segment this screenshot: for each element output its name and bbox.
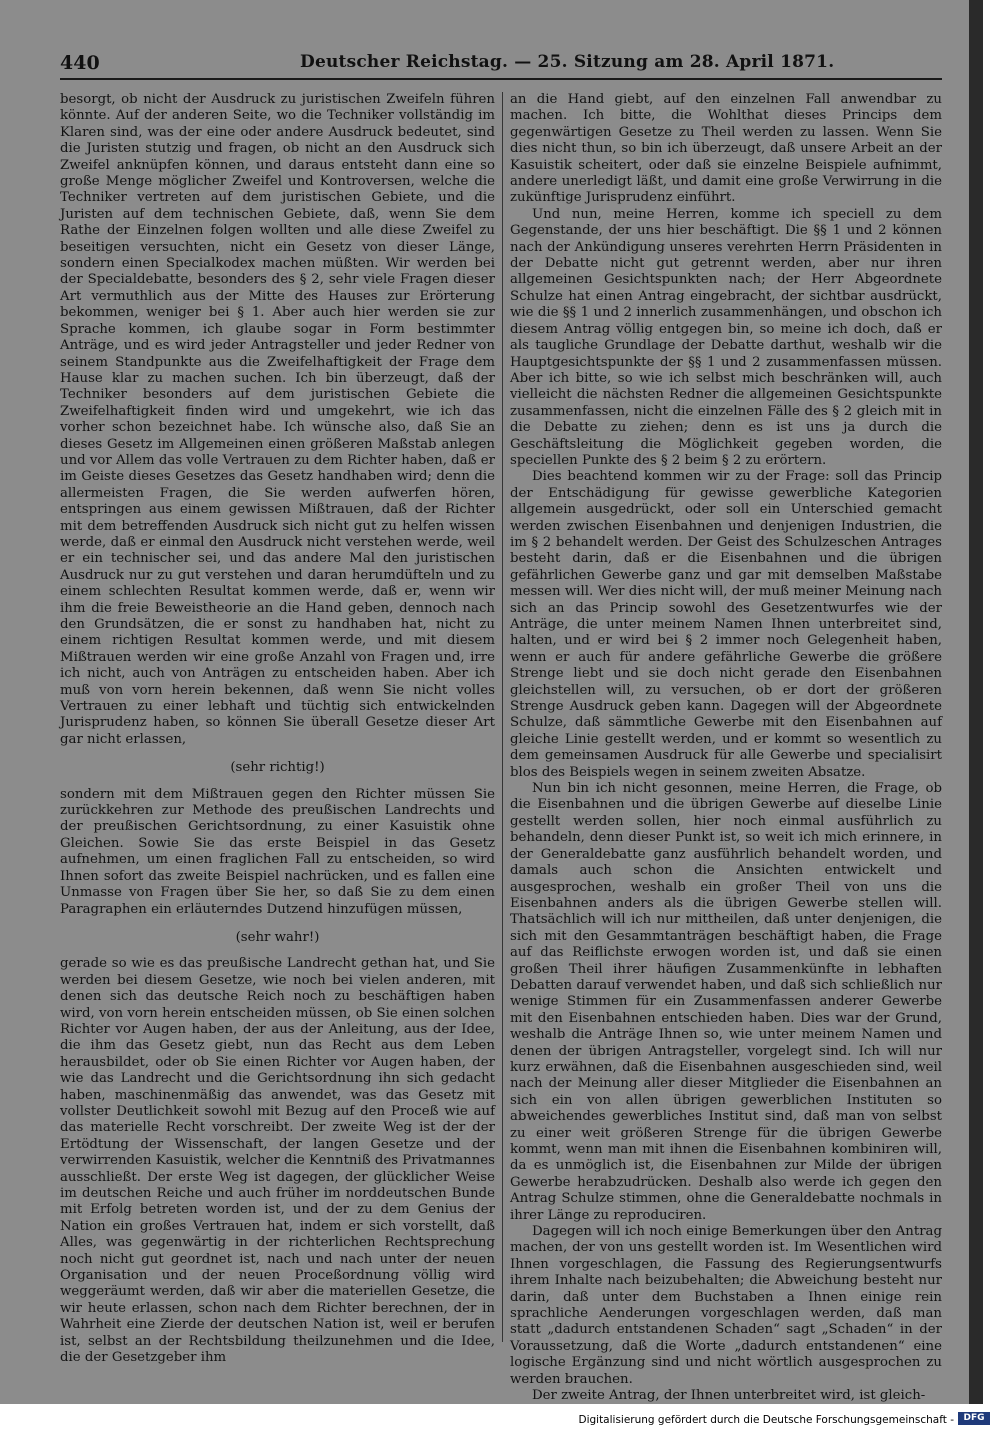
paragraph: Und nun, meine Herren, komme ich speciell zu dem Gegenstande, der uns hier beschäftigt. Die §§ 1 und 2 können nach der Ankündigung unseres verehrten Herrn Präsidenten in der Debatte nicht gut getrennt werden, aber nur ihren allgemeinen Gesichtspunkten nach; der Herr Abgeordnete Schulze hat einen Antrag eingebracht, der sichtbar ausdrückt, wie die §§ 1 und 2 innerlich zusammenhängen, und obschon ich diesem Antrag völlig entgegen bin, so meine ich doch, daß er als taugliche Grundlage der Debatte darthut, weshalb wir die Hauptgesichtspunkte der §§ 1 und 2 zusammenfassen müssen. Aber ich bitte, so wie ich selbst mich beschränken will, auch vielleicht die nächsten Redner die allgemeinen Gesichtspunkte zusammenfassen, nicht die einzelnen Fälle des § 2 gleich mit in die Debatte zu ziehen; denn es ist uns ja durch die Geschäftsleitung die Möglichkeit gegeben worden, die speciellen Punkte des § 2 beim § 2 zu erörtern.	[510, 206, 942, 468]
paragraph: an die Hand giebt, auf den einzelnen Fall anwendbar zu machen. Ich bitte, die Wohlthat dieses Princips dem gegenwärtigen Gesetze zu Theil werden zu lassen. Wenn Sie dies nicht thun, so bin ich überzeugt, daß unsere Arbeit an der Kasuistik scheitert, oder daß sie einzelne Beispiele aufnimmt, andere unerledigt läßt, und damit eine große Verwirrung in die zukünftige Jurisprudenz einführt.	[510, 92, 942, 206]
scan-edge	[969, 0, 983, 1404]
paragraph: Dagegen will ich noch einige Bemerkungen über den Antrag machen, der von uns gestellt worden ist. Im Wesentlichen wird Ihnen vorgeschlagen, die Fassung des Regierungsentwurfs ihrem Inhalte nach beizubehalten; die Abweichung besteht nur darin, daß unter dem Buchstaben a Ihnen einige rein sprachliche Aenderungen vorgeschlagen werden, daß man statt „dadurch entstandenen Schaden“ sagt „Schaden“ in der Voraussetzung, daß die Worte „dadurch entstandenen“ eine logische Ergänzung sind und nicht wörtlich ausgesprochen zu werden brauchen.	[510, 1224, 942, 1387]
page-header	[60, 48, 942, 80]
running-title: Deutscher Reichstag. — 25. Sitzung am 28. April 1871.	[300, 52, 835, 72]
interjection: (sehr richtig!)	[230, 760, 325, 776]
paragraph: sondern mit dem Mißtrauen gegen den Richter müssen Sie zurückkehren zur Methode des preußischen Landrechts und der preußischen Gerichtsordnung, zu einer Kasuistik ohne Gleichen. Sowie Sie das erste Beispiel in das Gesetz aufnehmen, um einen fraglichen Fall zu entscheiden, so wird Ihnen sofort das zweite Beispiel nachrücken, und es fallen eine Unmasse von Fragen über Sie her, so daß Sie zu dem einen Paragraphen ein erläuterndes Dutzend hinzufügen müssen,	[60, 786, 495, 917]
paragraph: Dies beachtend kommen wir zu der Frage: soll das Princip der Entschädigung für gewisse gewerbliche Kategorien allgemein ausgedrückt, oder soll ein Unterschied gemacht werden zwischen Eisenbahnen und denjenigen Industrien, die im § 2 behandelt werden. Der Geist des Schulzeschen Antrages besteht darin, daß er die Eisenbahnen und die übrigen gefährlichen Gewerbe ganz und gar mit demselben Maßstabe messen will. Wer dies nicht will, der muß meiner Meinung nach sich an das Princip sowohl des Gesetzentwurfes wie der Anträge, die unter meinem Namen Ihnen unterbreitet sind, halten, und er wird bei § 2 immer noch Gelegenheit haben, wenn er auch für andere gefährliche Gewerbe die größere Strenge liebt und sie doch nicht gerade den Eisenbahnen gleichstellen will, zu versuchen, ob er dort der größeren Strenge Ausdruck geben kann. Dagegen will der Abgeordnete Schulze, daß sämmtliche Gewerbe mit den Eisenbahnen auf gleiche Linie gestellt werden, und er kommt so wesentlich zu dem gemeinsamen Ausdruck für alle Gewerbe und specialisirt blos des Beispiels wegen in seinem zweiten Absatze.	[510, 469, 942, 780]
paragraph: gerade so wie es das preußische Landrecht gethan hat, und Sie werden bei diesem Gesetze, wie noch bei vielen anderen, mit denen sich das deutsche Reich noch zu beschäftigen haben wird, von vorn herein entscheiden müssen, ob Sie einen solchen Richter vor Augen haben, der aus der Anleitung, aus der Idee, die ihm das Gesetz giebt, nun das Recht aus dem Leben herausbildet, oder ob Sie einen Richter vor Augen haben, der wie das Landrecht und die Gerichtsordnung ihn sich gedacht haben, maschinenmäßig das anwendet, was das Gesetz mit vollster Deutlichkeit sowohl mit Bezug auf den Proceß wie auf das materielle Recht vorschreibt. Der zweite Weg ist der der Ertödtung der Wissenschaft, der langen Gesetze und der verwirrenden Kasuistik, welcher die Kenntniß des Privatmannes ausschließt. Der erste Weg ist dagegen, der glücklicher Weise im deutschen Reiche und auch früher im norddeutschen Bunde mit Erfolg betreten worden ist, und der zu dem Genius der Nation ein großes Vertrauen hat, indem er sich vorstellt, daß Alles, was gegenwärtig in der richterlichen Rechtsprechung noch nicht gut geordnet ist, nach und nach unter der neuen Organisation und der neuen Proceßordnung völlig wird weggeräumt werden, daß wir aber die materiellen Gesetze, die wir heute erlassen, schon nach dem Richter berechnen, der in Wahrheit eine Zierde der deutschen Nation ist, weil er berufen ist, selbst an der Rechtsbildung theilzunehmen und die Idee, die der Gesetzgeber ihm	[60, 956, 495, 1366]
right-column	[510, 92, 942, 1404]
left-column	[60, 92, 495, 1366]
paragraph: Nun bin ich nicht gesonnen, meine Herren, die Frage, ob die Eisenbahnen und die übrigen Gewerbe auf dieselbe Linie gestellt werden sollen, hier noch einmal ausführlich zu behandeln, denn dieser Punkt ist, so weit ich mich erinnere, in der Generaldebatte ganz ausführlich behandelt worden, und damals auch schon die Ansichten entwickelt und ausgesprochen, weshalb ein großer Theil von uns die Eisenbahnen anders als die übrigen Gewerbe stellen will. Thatsächlich will ich nur mittheilen, daß unter denjenigen, die sich mit den Gesammtanträgen beschäftigt haben, die Frage auf das Reiflichste erwogen worden ist, und daß sie einen großen Theil ihrer häufigen Zusammenkünfte in lebhaften Debatten darauf verwendet haben, und daß sich schließlich nur wenige Stimmen für ein Zusammenfassen anderer Gewerbe mit den Eisenbahnen entschieden haben. Dies war der Grund, weshalb die Anträge Ihnen so, wie unter meinem Namen und denen der übrigen Antragsteller, vorgelegt sind. Ich will nur kurz erwähnen, daß die Eisenbahnen ausgeschieden sind, weil nach der Meinung aller dieser Mitglieder die Eisenbahnen an sich ein von allen übrigen gewerblichen Instituten so abweichendes gewerbliches Institut sind, daß man von selbst zu einer weit größeren Strenge für die übrigen Gewerbe kommt, wenn man mit ihnen die Eisenbahnen kombiniren will, da es unmöglich ist, die Eisenbahnen zur Milde der übrigen Gewerbe herabzudrücken. Deshalb also werde ich gegen den Antrag Schulze stimmen, ohne die Generaldebatte nochmals in ihrer Länge zu reproduciren.	[510, 781, 942, 1223]
page-number: 440	[60, 52, 100, 74]
dfg-logo: DFG	[958, 1412, 990, 1425]
interjection: (sehr wahr!)	[235, 929, 320, 945]
column-divider	[502, 92, 503, 1342]
paragraph: Der zweite Antrag, der Ihnen unterbreitet wird, ist gleich-	[532, 1388, 926, 1404]
paragraph: besorgt, ob nicht der Ausdruck zu juristischen Zweifeln führen könnte. Auf der anderen Seite, wo die Techniker vollständig im Klaren sind, was der eine oder andere Ausdruck bedeutet, sind die Juristen stutzig und fragen, ob nicht an den Ausdruck sich Zweifel anknüpfen können, und daraus entsteht dann eine so große Menge möglicher Zweifel und Kontroversen, welche die Techniker vertreten auf dem juristischen Gebiete, und die Juristen auf dem technischen Gebiete, daß, wenn Sie dem Rathe der Einzelnen folgen wollten und alle diese Zweifel zu beseitigen versuchten, nicht ein Gesetz von dieser Länge, sondern einen Specialkodex machen müßten. Wir werden bei der Specialdebatte, besonders des § 2, sehr viele Fragen dieser Art vermuthlich aus der Mitte des Hauses zur Erörterung bekommen, weniger bei § 1. Aber auch hier werden sie zur Sprache kommen, ich glaube sogar in Form bestimmter Anträge, und es wird jeder Antragsteller und jeder Redner von seinem Standpunkte aus die Zweifelhaftigkeit der Frage dem Hause klar zu machen suchen. Ich bin überzeugt, daß der Techniker besonders auf dem juristischen Gebiete die Zweifelhaftigkeit finden wird und umgekehrt, wie ich das vorher schon bezeichnet habe. Ich wünsche also, daß Sie an dieses Gesetz im Allgemeinen einen größeren Maßstab anlegen und vor Allem das volle Vertrauen zu dem Richter haben, daß er im Geiste dieses Gesetzes das Gesetz handhaben wird; denn die allermeisten Fragen, die Sie werden aufwerfen hören, entspringen aus einem gewissen Mißtrauen, daß der Richter mit dem betreffenden Ausdruck sich nicht gut zu helfen wissen werde, daß er einmal den Ausdruck nicht verstehen werde, weil er ein technischer sei, und das andere Mal den juristischen Ausdruck nur zu gut verstehen und daran herumdüfteln und zu einem schlechten Resultat kommen werde, daß er, wenn wir ihm die freie Beweistheorie an die Hand geben, dennoch nach den Grundsätzen, die er sonst zu handhaben hat, nicht zu einem richtigen Resultat kommen werde, und mit diesem Mißtrauen werden wir eine große Anzahl von Fragen und, irre ich nicht, auch von Anträgen zu entscheiden haben. Aber ich muß von vorn herein bekennen, daß wenn Sie nicht volles Vertrauen zu einer lebhaft und tüchtig sich entwickelnden Jurisprudenz haben, so können Sie überall Gesetze dieser Art gar nicht erlassen,	[60, 92, 495, 747]
digitization-credit: Digitalisierung gefördert durch die Deutsche Forschungsgemeinschaft -	[578, 1414, 954, 1426]
footer	[0, 1404, 1000, 1432]
